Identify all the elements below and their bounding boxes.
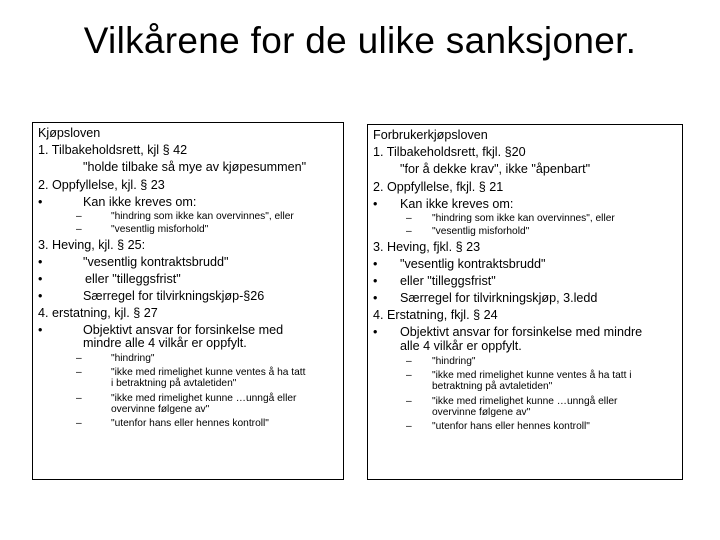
- condition-item: i betraktning på avtaletiden": [111, 378, 237, 389]
- item-4-detail: Objektivt ansvar for forsinkelse med mindre: [400, 325, 643, 339]
- item-4-detail: alle 4 vilkår er oppfylt.: [400, 339, 522, 353]
- bullet-icon: •: [373, 291, 378, 305]
- item-1-detail: "holde tilbake så mye av kjøpesummen": [83, 160, 307, 174]
- forbrukerkjopsloven-box: [367, 124, 683, 480]
- condition-item: overvinne følgene av": [432, 407, 531, 418]
- item-2-detail: Kan ikke kreves om:: [400, 197, 514, 211]
- kjopsloven-box: [32, 122, 344, 480]
- dash-icon: –: [76, 367, 82, 378]
- dash-icon: –: [406, 213, 412, 224]
- item-3-detail: eller "tilleggsfrist": [400, 274, 496, 288]
- slide-title: Vilkårene for de ulike sanksjoner.: [83, 20, 637, 61]
- dash-icon: –: [406, 226, 412, 237]
- bullet-icon: •: [373, 257, 378, 271]
- bullet-icon: •: [373, 325, 378, 339]
- item-3-detail: Særregel for tilvirkningskjøp, 3.ledd: [400, 291, 598, 305]
- item-3: 3. Heving, kjl. § 25:: [38, 238, 146, 252]
- condition-item: "hindring": [432, 356, 476, 367]
- item-1: 1. Tilbakeholdsrett, kjl § 42: [38, 143, 188, 157]
- item-4-detail: mindre alle 4 vilkår er oppfylt.: [83, 336, 247, 350]
- item-4: 4. Erstatning, fkjl. § 24: [373, 308, 498, 322]
- dash-icon: –: [406, 421, 412, 432]
- condition-item: overvinne følgene av": [111, 404, 210, 415]
- bullet-icon: •: [38, 323, 43, 337]
- condition-item: "ikke med rimelighet kunne ventes å ha tatt: [111, 367, 306, 378]
- condition-item: "ikke med rimelighet kunne …unngå eller: [111, 393, 297, 404]
- sub-item: "hindring som ikke kan overvinnes", eller: [111, 211, 294, 222]
- item-2-detail: Kan ikke kreves om:: [83, 195, 197, 209]
- item-3: 3. Heving, fjkl. § 23: [373, 240, 481, 254]
- condition-item: betraktning på avtaletiden": [432, 381, 553, 392]
- dash-icon: –: [76, 224, 82, 235]
- bullet-icon: •: [38, 195, 43, 209]
- sub-item: "vesentlig misforhold": [432, 226, 530, 237]
- item-3-detail: "vesentlig kontraktsbrudd": [83, 255, 229, 269]
- item-3-detail: eller "tilleggsfrist": [85, 272, 181, 286]
- item-2: 2. Oppfyllelse, fkjl. § 21: [373, 180, 504, 194]
- bullet-icon: •: [38, 255, 43, 269]
- condition-item: "hindring": [111, 353, 155, 364]
- bullet-icon: •: [373, 274, 378, 288]
- condition-item: "ikke med rimelighet kunne ventes å ha tatt i: [432, 370, 632, 381]
- bullet-icon: •: [373, 197, 378, 211]
- item-2: 2. Oppfyllelse, kjl. § 23: [38, 178, 165, 192]
- item-3-detail: "vesentlig kontraktsbrudd": [400, 257, 546, 271]
- dash-icon: –: [406, 396, 412, 407]
- sub-item: "vesentlig misforhold": [111, 224, 209, 235]
- box-heading: Kjøpsloven: [38, 126, 101, 140]
- condition-item: "utenfor hans eller hennes kontroll": [111, 418, 269, 429]
- dash-icon: –: [76, 353, 82, 364]
- item-1: 1. Tilbakeholdsrett, fkjl. §20: [373, 145, 526, 159]
- condition-item: "ikke med rimelighet kunne …unngå eller: [432, 396, 618, 407]
- dash-icon: –: [406, 356, 412, 367]
- dash-icon: –: [76, 393, 82, 404]
- dash-icon: –: [406, 370, 412, 381]
- bullet-icon: •: [38, 289, 43, 303]
- item-1-detail: "for å dekke krav", ikke "åpenbart": [400, 162, 591, 176]
- item-4-detail: Objektivt ansvar for forsinkelse med: [83, 323, 284, 337]
- item-4: 4. erstatning, kjl. § 27: [38, 306, 158, 320]
- dash-icon: –: [76, 211, 82, 222]
- dash-icon: –: [76, 418, 82, 429]
- item-3-detail: Særregel for tilvirkningskjøp-§26: [83, 289, 265, 303]
- sub-item: "hindring som ikke kan overvinnes", eller: [432, 213, 615, 224]
- bullet-icon: •: [38, 272, 43, 286]
- condition-item: "utenfor hans eller hennes kontroll": [432, 421, 590, 432]
- box-heading: Forbrukerkjøpsloven: [373, 128, 488, 142]
